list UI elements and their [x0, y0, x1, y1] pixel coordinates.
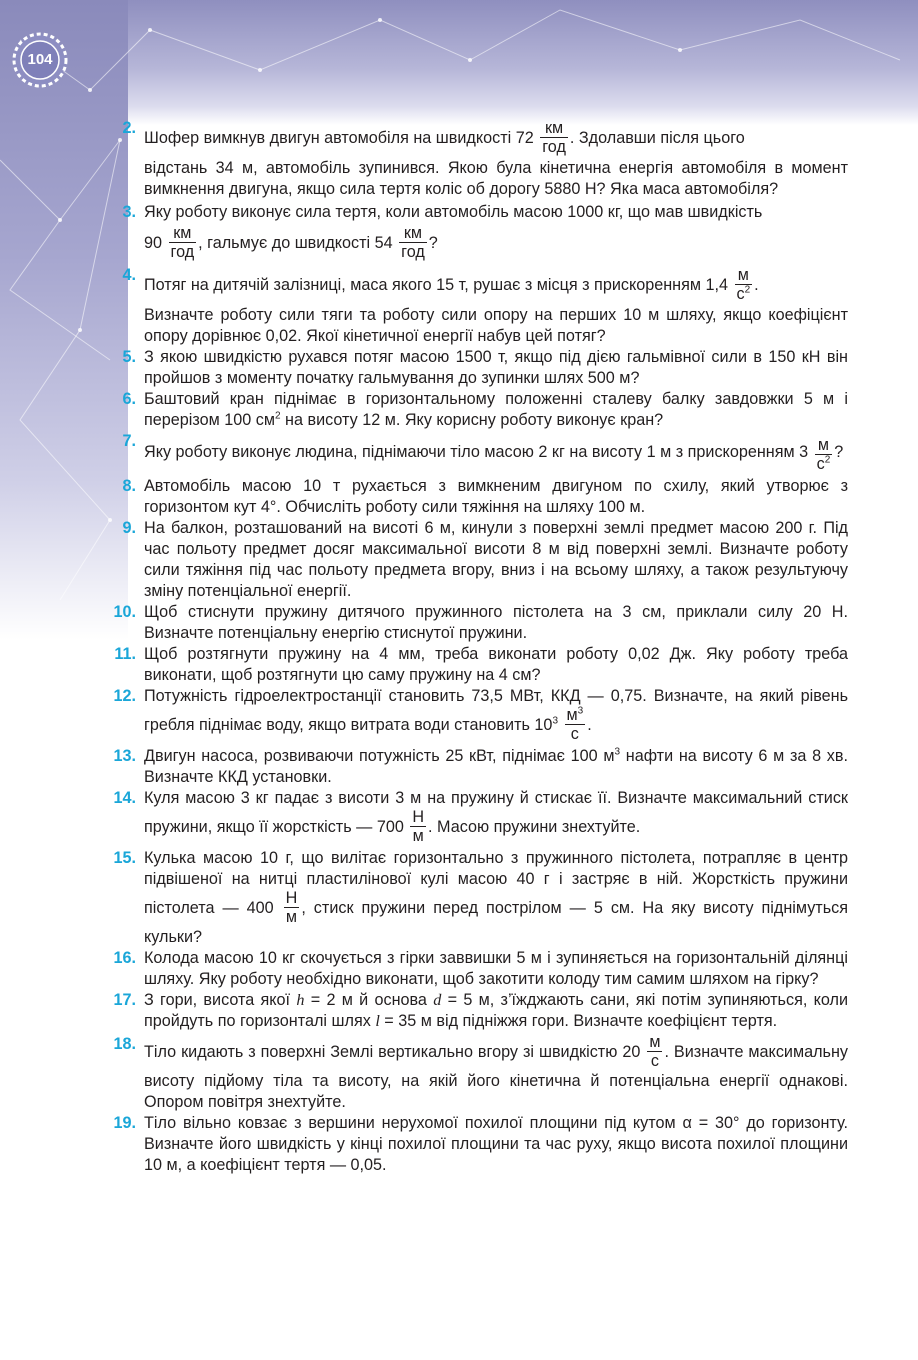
fraction-km-per-hour: $\frac{км}{\text{год}}$ [401, 224, 425, 262]
fraction-m3-per-s: $\frac{м^3}{с}$ [566, 705, 584, 743]
problem-9: 9. На балкон, розташований на висоті 6 м, кинули з поверхні землі предмет масою 200 г. Під час польоту предмет досяг максимальної висоти 8 м від поверхні землі. Визначте роботу сили тяжіння під час польоту предмета вгору, вниз і на всьому шляху, а також результуючу зміну потенціальної енергії. [100, 518, 848, 602]
problem-4: 4. Потяг на дитячій залізниці, маса якого 15 т, рушає з місця з прискоренням 1,4 $\frac{м}{с^2}$ . Визначте роботу сили тяги та роботу сили опору на перших 10 м шляху, якщо коефіцієнт опору дорівнює 0,02. Якої кінетичної енергії набув цей потяг? [100, 265, 848, 347]
problem-13: 13. Двигун насоса, розвиваючи потужність 25 кВт, піднімає 100 $м^3$ нафти на висоту 6 м за 8 хв. Визначте ККД установки. [100, 746, 848, 788]
problem-14: 14. Куля масою 3 кг падає з висоти 3 м на пружину й стискає її. Визначте максимальний стиск пружини, якщо її жорсткість — 700 $\frac{Н}{м}$ . Масою пружини знехтуйте. [100, 788, 848, 846]
problem-number: 3. [122, 203, 136, 221]
problem-18: 18. Тіло кидають з поверхні Землі вертикально вгору зі швидкістю 20 $\frac{м}{с}$ . Визначте максимальну висоту підйому тіла та висоту, на якій його кінетична й потенціальна енергії однакові. Опором повітря знехтуйте. [100, 1034, 848, 1113]
problem-number: 13. [113, 747, 136, 765]
problem-number: 18. [113, 1035, 136, 1053]
problem-6: 6. Баштовий кран піднімає в горизонтальному положенні сталеву балку завдовжки 5 м і перерізом 100 $см^2$ на висоту 12 м. Яку корисну роботу виконує кран? [100, 389, 848, 431]
problem-7: 7. Яку роботу виконує людина, піднімаючи тіло масою 2 кг на висоту 1 м з прискоренням 3 $\frac{м}{с^2}$ ? [100, 431, 848, 474]
problem-3: 3. Яку роботу виконує сила тертя, коли автомобіль масою 1000 кг, що мав швидкість 90 $\frac{км}{\text{год}}$ , гальмує до швидкості 54 $\frac{км}{\text{год}}$ ? [100, 202, 848, 263]
problem-number: 15. [113, 849, 136, 867]
problem-11: 11. Щоб розтягнути пружину на 4 мм, треба виконати роботу 0,02 Дж. Яку роботу треба виконати, щоб розтягнути цю саму пружину на 4 см? [100, 644, 848, 686]
fraction-km-per-hour: $\frac{км}{\text{год}}$ [542, 119, 566, 157]
problem-number: 6. [122, 390, 136, 408]
problem-number: 16. [113, 949, 136, 967]
fraction-n-per-m: $\frac{Н}{м}$ [412, 808, 425, 845]
problem-15: 15. Кулька масою 10 г, що вилітає горизонтально з пружинного пістолета, потрапляє в центр підвішеної на нитці пластилінової кулі масою 40 г і застряє в ній. Жорсткість пружини пістолета — 400 $\frac{Н}{м}$ , стиск пружини перед пострілом — 5 см. На яку висоту піднімуться кульки? [100, 848, 848, 948]
problem-number: 4. [122, 266, 136, 284]
page-number-badge [12, 32, 68, 88]
problem-number: 2. [122, 119, 136, 137]
fraction-m-per-s2: $\frac{м}{с^2}$ [736, 266, 751, 304]
problem-2: 2. Шофер вимкнув двигун автомобіля на швидкості 72 $\frac{км}{\text{год}}$ . Здолавши після цього відстань 34 м, автомобіль зупинився. Якою була кінетична енергія автомобіля в момент вимкнення двигуна, якщо сила тертя коліс об дорогу 5880 Н? Яка маса автомобіля? [100, 118, 848, 200]
fraction-n-per-m: $\frac{Н}{м}$ [285, 889, 298, 926]
problem-8: 8. Автомобіль масою 10 т рухається з вимкненим двигуном по схилу, який утворює з горизонтом кут 4°. Обчисліть роботу сили тяжіння на шляху 100 м. [100, 476, 848, 518]
problem-12: 12. Потужність гідроелектростанції становить 73,5 МВт, ККД — 0,75. Визначте, на який рівень гребля піднімає воду, якщо витрата води становить $10^3$ $\frac{м^3}{с}$ . [100, 686, 848, 744]
problem-number: 11. [114, 645, 136, 663]
problem-number: 5. [122, 348, 136, 366]
problem-5: 5. З якою швидкістю рухався потяг масою 1500 т, якщо під дією гальмівної сили в 150 кН він пройшов з моменту початку гальмування до зупинки шлях 500 м? [100, 347, 848, 389]
problem-number: 8. [122, 477, 136, 495]
fraction-m-per-s: $\frac{м}{с}$ [649, 1033, 661, 1070]
problem-number: 17. [113, 991, 136, 1009]
problem-list [100, 118, 848, 1176]
problem-17: 17. З гори, висота якої h = 2 м й основа d = 5 м, з’їжджають сани, які потім зупиняються, коли пройдуть по горизонталі шлях l = 35 м від підніжжя гори. Визначте коефіцієнт тертя. [100, 990, 848, 1032]
problem-10: 10. Щоб стиснути пружину дитячого пружинного пістолета на 3 см, приклали силу 20 Н. Визначте потенціальну енергію стиснутої пружини. [100, 602, 848, 644]
problem-number: 10. [113, 603, 136, 621]
problem-19: 19. Тіло вільно ковзає з вершини нерухомої похилої площини під кутом α = 30° до горизонту. Визначте його швидкість у кінці похилої площини та час руху, якщо висота похилої площини 10 м, а коефіцієнт тертя — 0,05. [100, 1113, 848, 1176]
fraction-km-per-hour: $\frac{км}{\text{год}}$ [170, 224, 195, 262]
problem-16: 16. Колода масою 10 кг скочується з гірки заввишки 5 м і зупиняється на горизонтальній ділянці шляху. Яку роботу необхідно виконати, щоб закотити колоду тим самим шляхом на гірку? [100, 948, 848, 990]
page-number: 104 [27, 51, 53, 68]
fraction-m-per-s2: $\frac{м}{с^2}$ [816, 436, 831, 473]
problem-number: 19. [113, 1114, 136, 1132]
problem-number: 12. [113, 687, 136, 705]
problem-number: 9. [122, 519, 136, 537]
problem-number: 7. [122, 432, 136, 450]
problem-number: 14. [113, 789, 136, 807]
